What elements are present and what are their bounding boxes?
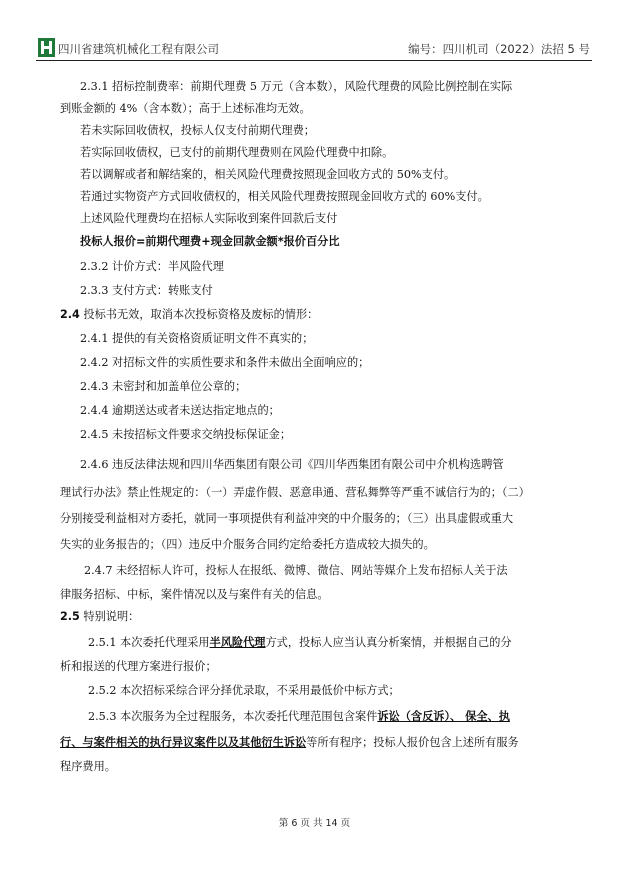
section-number: 2.5 xyxy=(60,610,80,623)
paragraph-line: 若实际回收债权，已支付的前期代理费则在风险代理费中扣除。 xyxy=(80,146,394,159)
bid-formula: 投标人报价=前期代理费+现金回款金额*报价百分比 xyxy=(80,235,340,248)
list-item: 2.4.1 提供的有关资格资质证明文件不真实的； xyxy=(80,332,314,345)
paragraph-line: 失实的业务报告的；（四）违反中介服务合同约定给委托方造成较大损失的。 xyxy=(60,538,435,551)
paragraph-line: 分别接受利益相对方委托，就同一事项提供有利益冲突的中介服务的；（三）出具虚假或重大 xyxy=(60,512,514,525)
paragraph-line: 上述风险代理费均在招标人实际收到案件回款后支付 xyxy=(80,212,338,225)
emphasis-text: 半风险代理 xyxy=(209,636,266,649)
list-item: 2.4.2 对招标文件的实质性要求和条件未做出全面响应的； xyxy=(80,356,370,369)
text-run: 等所有程序；投标人报价包含上述所有服务 xyxy=(306,736,519,749)
paragraph-line: 若未实际回收债权，投标人仅支付前期代理费； xyxy=(80,124,315,137)
list-item: 2.4.7 未经招标人许可，投标人在报纸、微博、微信、网站等媒介上发布招标人关于法 xyxy=(84,564,508,577)
text-run: 2.5.3 本次服务为全过程服务，本次委托代理范围包含案件 xyxy=(88,710,378,723)
paragraph-line: 程序费用。 xyxy=(60,760,116,773)
paragraph-line: 到账金额的 4%（含本数）；高于上述标准均无效。 xyxy=(60,102,311,115)
emphasis-text: 诉讼（含反诉）、 保全、执 xyxy=(377,710,510,723)
paragraph-line: 2.3.1 招标控制费率：前期代理费 5 万元（含本数），风险代理费的风险比例控制在实际 xyxy=(80,80,513,93)
text-run: 2.5.1 本次委托代理采用 xyxy=(88,636,210,649)
list-item: 2.5.2 本次招标采综合评分择优录取，不采用最低价中标方式； xyxy=(88,684,400,697)
paragraph-line: 若通过实物资产方式回收债权的，相关风险代理费按照现金回收方式的 60%支付。 xyxy=(80,190,489,203)
emphasis-text: 行、与案件相关的执行异议案件以及其他衍生诉讼 xyxy=(60,736,307,749)
section-title: 特别说明： xyxy=(79,610,140,623)
document-number: 编号：四川机司（2022）法招 5 号 xyxy=(408,42,590,56)
page-header xyxy=(36,36,592,61)
paragraph-line: 理试行办法》禁止性规定的：（一）弄虚作假、恶意串通、营私舞弊等严重不诚信行为的；（二） xyxy=(60,486,530,499)
company-logo-icon xyxy=(38,38,55,57)
section-title: 投标书无效，取消本次投标资格及废标的情形： xyxy=(79,308,319,321)
page-footer: 第 6 页 共 14 页 xyxy=(278,818,351,829)
list-item: 2.4.3 未密封和加盖单位公章的； xyxy=(80,380,247,393)
company-name: 四川省建筑机械化工程有限公司 xyxy=(58,42,219,56)
list-item xyxy=(88,710,510,724)
paragraph-line: 2.3.2 计价方式：半风险代理 xyxy=(80,260,224,273)
list-item: 2.4.5 未按招标文件要求交纳投标保证金； xyxy=(80,428,292,441)
paragraph-line: 若以调解或者和解结案的，相关风险代理费按照现金回收方式的 50%支付。 xyxy=(80,168,456,181)
list-item xyxy=(88,636,512,650)
text-run: 方式，投标人应当认真分析案情，并根据自己的分 xyxy=(265,636,512,649)
section-number: 2.4 xyxy=(60,308,80,321)
paragraph-line xyxy=(60,736,519,750)
paragraph-line: 2.3.3 支付方式：转账支付 xyxy=(80,284,213,297)
paragraph-line: 律服务招标、中标，案件情况以及与案件有关的信息。 xyxy=(60,588,329,601)
list-item: 2.4.6 违反法律法规和四川华西集团有限公司《四川华西集团有限公司中介机构选聘管 xyxy=(80,458,504,471)
section-heading xyxy=(60,610,139,624)
paragraph-line: 析和报送的代理方案进行报价； xyxy=(60,660,217,673)
section-heading xyxy=(60,308,318,322)
list-item: 2.4.4 逾期送达或者未送达指定地点的； xyxy=(80,404,280,417)
